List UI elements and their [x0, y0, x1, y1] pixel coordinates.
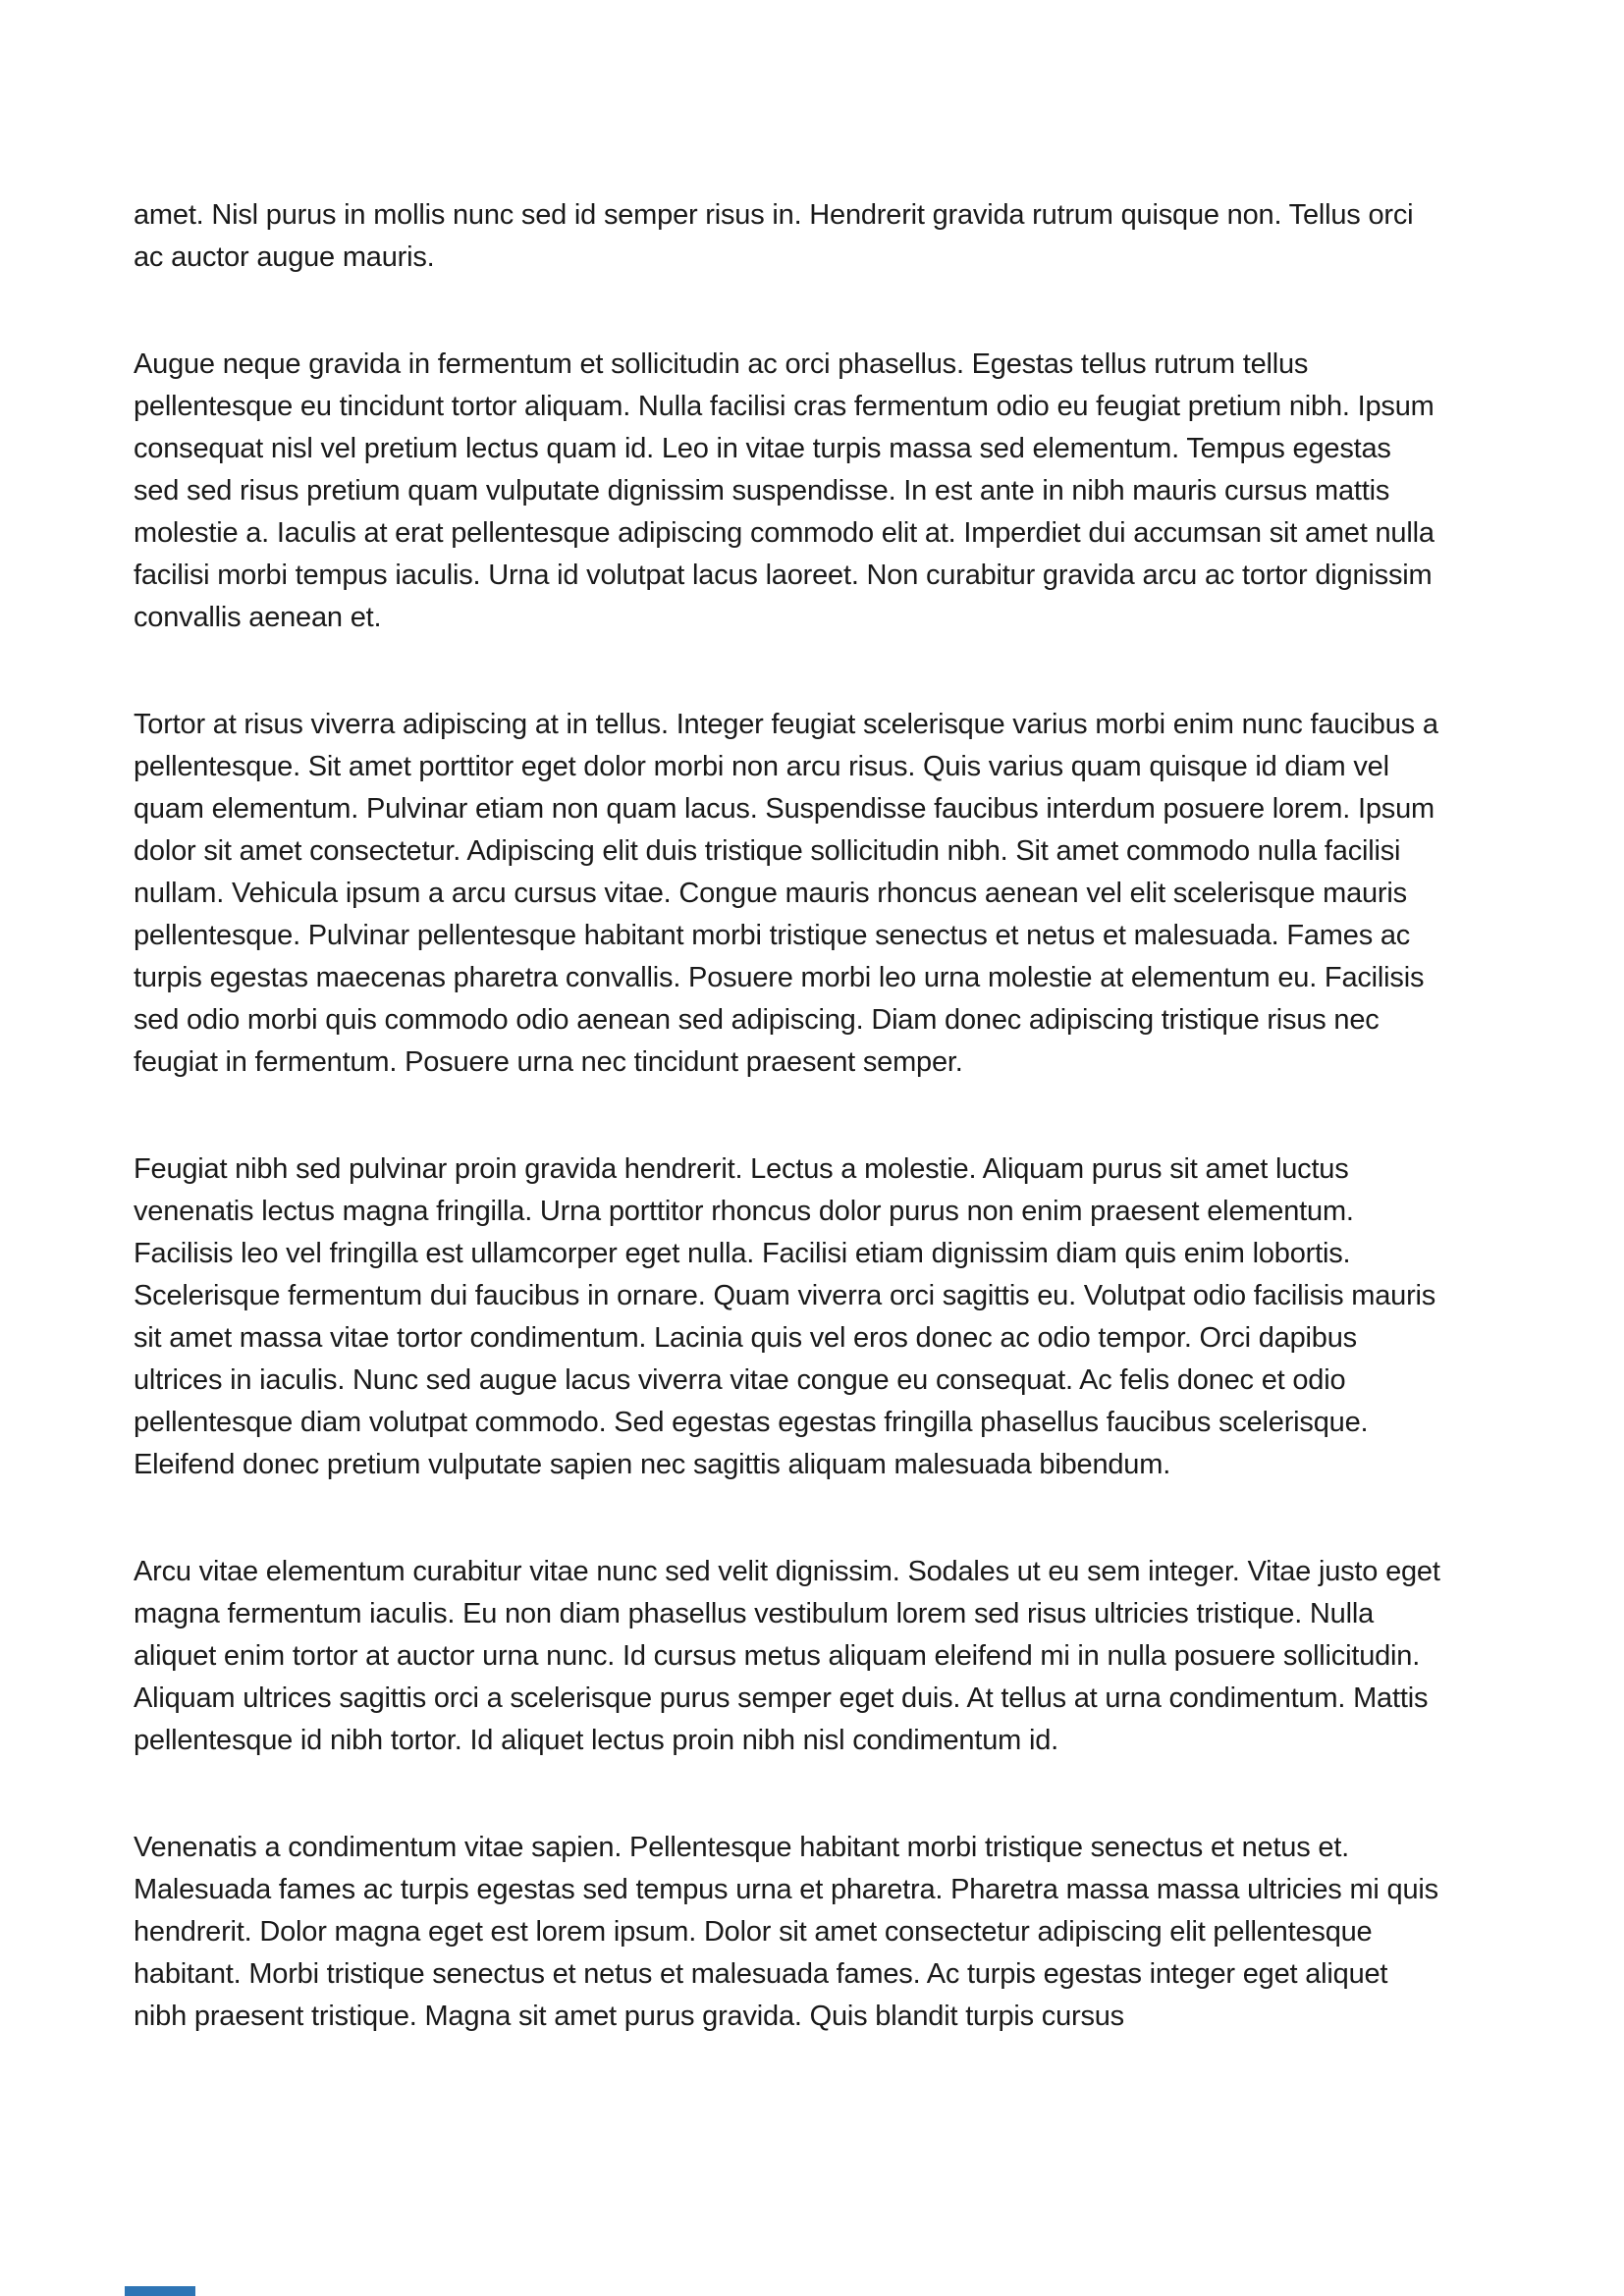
paragraph-6: Venenatis a condimentum vitae sapien. Pellentesque habitant morbi tristique senectus et netus et. Malesuada fames ac turpis egestas sed tempus urna et pharetra. Pharetra massa massa ultricies mi quis hendrerit. Dolor magna eget est lorem ipsum. Dolor sit amet consectetur adipiscing elit pellentesque habitant. Morbi tristique senectus et netus et malesuada fames. Ac turpis egestas integer eget aliquet nibh praesent tristique. Magna sit amet purus gravida. Quis blandit turpis cursus — [134, 1832, 1438, 2032]
paragraph-2: Augue neque gravida in fermentum et sollicitudin ac orci phasellus. Egestas tellus rutrum tellus pellentesque eu tincidunt tortor aliquam. Nulla facilisi cras fermentum odio eu feugiat pretium nibh. Ipsum consequat nisl vel pretium lectus quam id. Leo in vitae turpis massa sed elementum. Tempus egestas sed sed risus pretium quam vulputate dignissim suspendisse. In est ante in nibh mauris cursus mattis molestie a. Iaculis at erat pellentesque adipiscing commodo elit at. Imperdiet dui accumsan sit amet nulla facilisi morbi tempus iaculis. Urna id volutpat lacus laoreet. Non curabitur gravida arcu ac tortor dignissim convallis aenean et. — [134, 348, 1435, 633]
paragraph-4: Feugiat nibh sed pulvinar proin gravida hendrerit. Lectus a molestie. Aliquam purus sit amet luctus venenatis lectus magna fringilla. Urna porttitor rhoncus dolor purus non enim praesent elementum. Facilisis leo vel fringilla est ullamcorper eget nulla. Facilisi etiam dignissim diam quis enim lobortis. Scelerisque fermentum dui faucibus in ornare. Quam viverra orci sagittis eu. Volutpat odio facilisis mauris sit amet massa vitae tortor condimentum. Lacinia quis vel eros donec ac odio tempor. Orci dapibus ultrices in iaculis. Nunc sed augue lacus viverra vitae congue eu consequat. Ac felis donec et odio pellentesque diam volutpat commodo. Sed egestas egestas fringilla phasellus faucibus scelerisque. Eleifend donec pretium vulputate sapien nec sagittis aliquam malesuada bibendum. — [134, 1153, 1436, 1480]
paragraph-1: amet. Nisl purus in mollis nunc sed id semper risus in. Hendrerit gravida rutrum quisque non. Tellus orci ac auctor augue mauris. — [134, 199, 1414, 273]
paragraph-5: Arcu vitae elementum curabitur vitae nunc sed velit dignissim. Sodales ut eu sem integer. Vitae justo eget magna fermentum iaculis. Eu non diam phasellus vestibulum lorem sed risus ultricies tristique. Nulla aliquet enim tortor at auctor urna nunc. Id cursus metus aliquam eleifend mi in nulla posuere sollicitudin. Aliquam ultrices sagittis orci a scelerisque purus semper eget duis. At tellus at urna condimentum. Mattis pellentesque id nibh tortor. Id aliquet lectus proin nibh nisl condimentum id. — [134, 1556, 1440, 1756]
paragraph-3: Tortor at risus viverra adipiscing at in tellus. Integer feugiat scelerisque varius morbi enim nunc faucibus a pellentesque. Sit amet porttitor eget dolor morbi non arcu risus. Quis varius quam quisque id diam vel quam elementum. Pulvinar etiam non quam lacus. Suspendisse faucibus interdum posuere lorem. Ipsum dolor sit amet consectetur. Adipiscing elit duis tristique sollicitudin nibh. Sit amet commodo nulla facilisi nullam. Vehicula ipsum a arcu cursus vitae. Congue mauris rhoncus aenean vel elit scelerisque mauris pellentesque. Pulvinar pellentesque habitant morbi tristique senectus et netus et malesuada. Fames ac turpis egestas maecenas pharetra convallis. Posuere morbi leo urna molestie at elementum eu. Facilisis sed odio morbi quis commodo odio aenean sed adipiscing. Diam donec adipiscing tristique risus nec feugiat in fermentum. Posuere urna nec tincidunt praesent semper. — [134, 709, 1438, 1078]
cut-off-blue-element — [125, 2286, 195, 2296]
document-body-text — [134, 194, 1443, 2038]
